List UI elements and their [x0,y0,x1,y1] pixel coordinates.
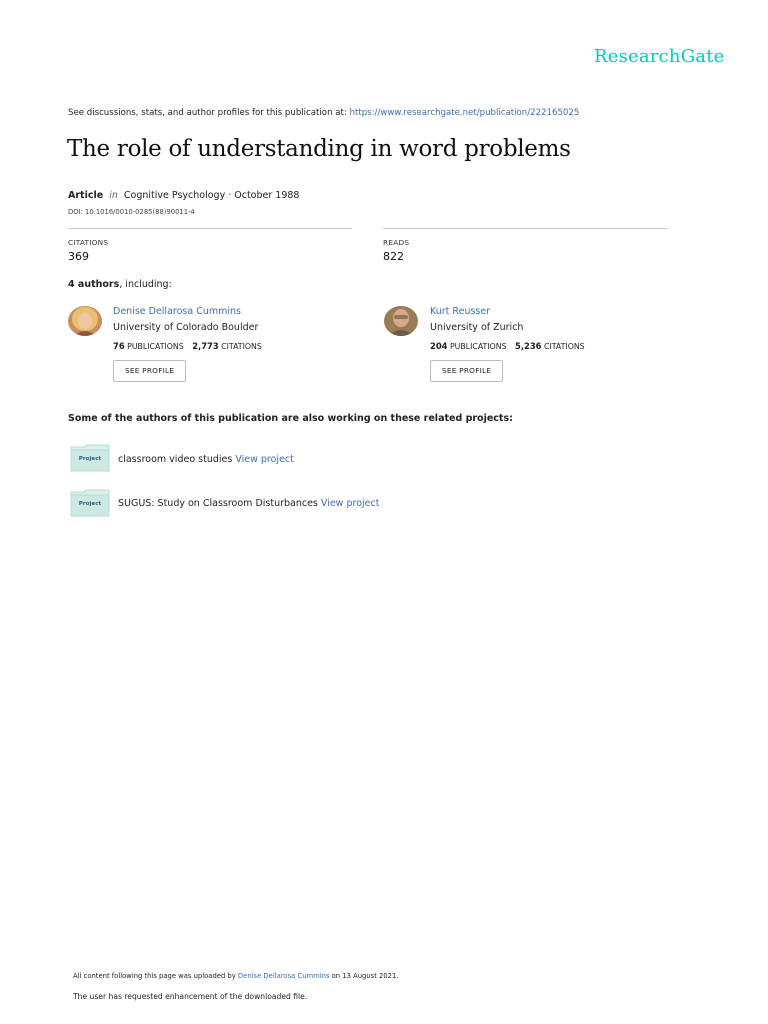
see-profile-button-cummins[interactable]: SEE PROFILE [113,360,186,382]
project-badge-label: Project [78,456,102,462]
author-stats [430,341,585,351]
author-avatar-reusser[interactable] [384,306,418,336]
author-institution: University of Zurich [430,322,524,333]
project-name: classroom video studies [118,454,236,465]
view-project-link[interactable]: View project [235,454,294,465]
author-publications-count: 76 [113,341,125,351]
see-discussions-line [68,108,579,118]
upload-prefix: All content following this page was uploaded by [73,972,238,980]
publication-meta [68,190,299,201]
upload-note [73,972,399,980]
avatar-photo-icon [68,306,102,336]
avatar-photo-icon [384,306,418,336]
project-badge-label: Project [78,501,102,507]
journal-date: Cognitive Psychology · October 1988 [123,190,300,201]
reads-divider [383,228,668,229]
project-name: SUGUS: Study on Classroom Disturbances [118,498,321,509]
citations-divider [68,228,352,229]
author-citations-count: 5,236 [515,341,542,351]
doi-text: DOI: 10.1016/0010-0285(88)90011-4 [68,208,195,216]
authors-including: , including: [119,279,172,290]
in-label: in [109,190,118,201]
author-name-link[interactable]: Denise Dellarosa Cummins [113,306,241,317]
citations-label: CITATIONS [68,238,109,247]
author-citations-label: CITATIONS [221,342,262,351]
author-stats [113,341,262,351]
author-citations-label: CITATIONS [544,342,585,351]
author-institution: University of Colorado Boulder [113,322,259,333]
authors-count: 4 authors [68,279,120,290]
author-publications-label: PUBLICATIONS [449,342,507,351]
author-name-link[interactable]: Kurt Reusser [430,306,491,317]
authors-heading [68,279,172,290]
see-profile-button-reusser[interactable]: SEE PROFILE [430,360,503,382]
uploader-link[interactable]: Denise Dellarosa Cummins [237,972,330,980]
author-publications-label: PUBLICATIONS [127,342,184,351]
upload-suffix: on 13 August 2021. [329,972,399,980]
project-item [118,454,294,465]
author-publications-count: 204 [430,341,448,351]
publication-url-link[interactable]: https://www.researchgate.net/publication/222165025 [349,108,580,118]
researchgate-logo[interactable]: ResearchGate [594,46,725,67]
author-citations-count: 2,773 [192,341,219,351]
reads-count: 822 [383,250,404,263]
related-projects-heading: Some of the authors of this publication are also working on these related projects: [68,413,513,424]
project-item [118,498,379,509]
publication-title: The role of understanding in word problems [67,136,571,162]
reads-label: READS [383,238,410,247]
view-project-link[interactable]: View project [320,498,380,509]
enhancement-note: The user has requested enhancement of the downloaded file. [73,992,308,1001]
see-discussions-text: See discussions, stats, and author profiles for this publication at: [68,108,350,118]
publication-type: Article [68,190,104,201]
citations-count: 369 [68,250,89,263]
author-avatar-cummins[interactable] [68,306,102,336]
